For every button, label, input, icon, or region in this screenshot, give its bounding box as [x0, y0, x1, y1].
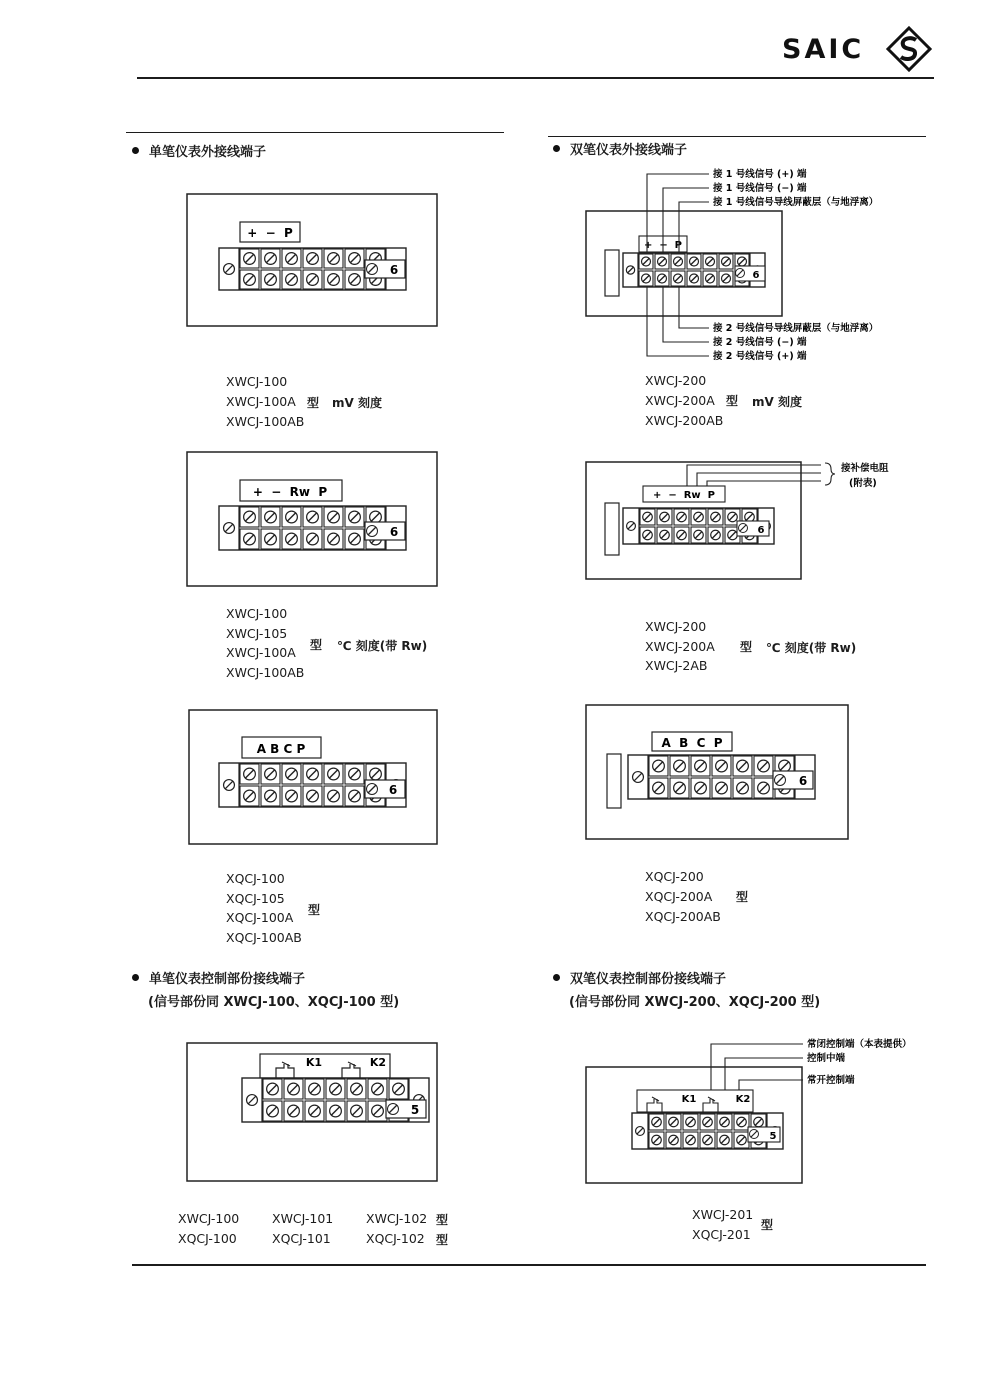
terminal-tag: 5 [769, 1131, 777, 1142]
right-control-title: 双笔仪表控制部份接线端子 [553, 968, 726, 987]
label-box-text: A B C P [256, 742, 306, 756]
left-terminal-diagram-3 [188, 709, 438, 845]
model-number: XWCJ-200 [645, 619, 707, 634]
model-number: XWCJ-200A [645, 393, 715, 408]
model-number: XWCJ-200 [645, 373, 707, 388]
scale-description: mV 刻度 [752, 395, 802, 409]
callout-text: 接 2 号线信号 (−) 端 [713, 337, 807, 348]
model-number: XQCJ-100 [178, 1231, 237, 1246]
model-number: XWCJ-200AB [645, 413, 724, 428]
scale-description: mV 刻度 [332, 396, 382, 410]
model-number: XQCJ-200AB [645, 909, 721, 924]
header-rule [137, 77, 934, 79]
terminal-tag: 6 [389, 525, 399, 539]
label-box-text: + − P [247, 226, 293, 240]
terminal-tag: 6 [752, 270, 760, 281]
model-number: XWCJ-101 [272, 1211, 334, 1226]
model-number: XWCJ-105 [226, 626, 288, 641]
callout-text: 接补偿电阻 [841, 463, 889, 474]
model-number: XWCJ-200A [645, 639, 715, 654]
right-control-subtitle: (信号部份同 XWCJ-200、XQCJ-200 型) [569, 995, 821, 1010]
bullet-icon [132, 147, 139, 154]
model-type-suffix: 型 [761, 1218, 774, 1232]
right-terminal-diagram-2 [585, 457, 905, 581]
model-number: XQCJ-101 [272, 1231, 331, 1246]
model-type-suffix: 型 [740, 640, 753, 654]
terminal-tag: 6 [798, 774, 808, 788]
terminal-tag: 6 [389, 263, 399, 277]
callout-text: 接 1 号线信号 (+) 端 [713, 169, 807, 180]
model-type-suffix: 型 [436, 1213, 449, 1227]
terminal-tag: 6 [388, 783, 398, 797]
right-control-diagram [585, 1034, 930, 1184]
left-section-rule [126, 132, 504, 133]
model-number: XQCJ-201 [692, 1227, 751, 1242]
callout-text: 接 2 号线信号导线屏蔽层（与地浮离） [713, 323, 879, 334]
callout-text: 接 1 号线信号导线屏蔽层（与地浮离） [713, 197, 879, 208]
model-number: XQCJ-200A [645, 889, 713, 904]
model-number: XWCJ-102 [366, 1211, 428, 1226]
relay-k1-label: K1 [681, 1094, 697, 1105]
model-number: XWCJ-100A [226, 645, 296, 660]
left-control-diagram [186, 1042, 438, 1182]
scale-description: ℃ 刻度(带 Rw) [766, 641, 857, 655]
model-type-suffix: 型 [310, 638, 323, 652]
model-number: XWCJ-2AB [645, 658, 708, 673]
saic-logo-icon [886, 26, 932, 72]
left-control-title: 单笔仪表控制部份接线端子 [132, 968, 305, 987]
model-number: XQCJ-100 [226, 871, 285, 886]
model-number: XQCJ-102 [366, 1231, 425, 1246]
model-number: XQCJ-200 [645, 869, 704, 884]
bullet-icon [553, 974, 560, 981]
callout-text: 控制中端 [807, 1053, 846, 1064]
model-type-suffix: 型 [307, 396, 320, 410]
left-terminal-diagram-1 [186, 193, 438, 327]
left-terminal-diagram-2 [186, 451, 438, 587]
model-type-suffix: 型 [436, 1233, 449, 1247]
model-number: XQCJ-100AB [226, 930, 302, 945]
model-type-suffix: 型 [308, 903, 321, 917]
label-box-text: A B C P [661, 736, 723, 750]
model-number: XWCJ-100A [226, 394, 296, 409]
bullet-icon [553, 145, 560, 152]
relay-k2-label: K2 [735, 1094, 751, 1105]
right-terminal-diagram-3 [585, 704, 849, 840]
terminal-tag: 5 [410, 1103, 420, 1117]
model-type-suffix: 型 [726, 394, 739, 408]
model-number: XWCJ-201 [692, 1207, 754, 1222]
model-number: XQCJ-105 [226, 891, 285, 906]
model-type-suffix: 型 [736, 890, 749, 904]
callout-text: (附表) [849, 478, 877, 489]
callout-text: 接 2 号线信号 (+) 端 [713, 351, 807, 362]
model-number: XWCJ-100AB [226, 665, 305, 680]
footer-rule [132, 1264, 926, 1266]
label-box-text: + − Rw P [252, 485, 328, 499]
scale-description: ℃ 刻度(带 Rw) [337, 639, 428, 653]
label-box-text: + − P [643, 240, 683, 251]
model-number: XQCJ-100A [226, 910, 294, 925]
relay-k2-label: K2 [369, 1056, 387, 1069]
model-number: XWCJ-100 [226, 374, 288, 389]
right-terminal-diagram-1 [585, 162, 915, 362]
relay-k1-label: K1 [305, 1056, 323, 1069]
left-control-subtitle: (信号部份同 XWCJ-100、XQCJ-100 型) [148, 995, 400, 1010]
callout-text: 接 1 号线信号 (−) 端 [713, 183, 807, 194]
left-section-title: 单笔仪表外接线端子 [132, 141, 266, 160]
model-number: XWCJ-100AB [226, 414, 305, 429]
model-number: XWCJ-100 [226, 606, 288, 621]
terminal-tag: 6 [757, 525, 765, 536]
label-box-text: + − Rw P [653, 490, 715, 501]
right-section-rule [548, 136, 926, 137]
callout-text: 常闭控制端（本表提供） [807, 1039, 912, 1050]
right-section-title: 双笔仪表外接线端子 [553, 139, 687, 158]
bullet-icon [132, 974, 139, 981]
company-logo-text: SAIC [782, 34, 865, 65]
model-number: XWCJ-100 [178, 1211, 240, 1226]
callout-text: 常开控制端 [807, 1075, 855, 1086]
